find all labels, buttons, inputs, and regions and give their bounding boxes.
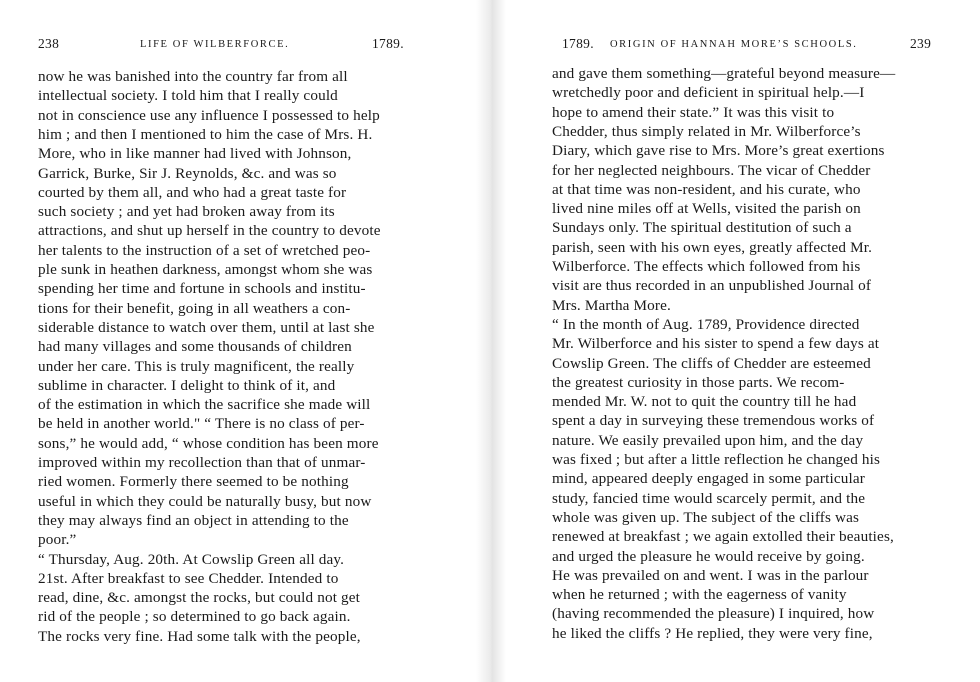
text-line: not in conscience use any influence I possessed to help [38,106,380,124]
right-running-title: ORIGIN OF HANNAH MORE’S SCHOOLS. [610,39,858,50]
text-line: ple sunk in heathen darkness, amongst whom she was [38,261,373,278]
text-line: poor.” [38,531,77,549]
text-line: was fixed ; but after a little reflection he changed his [552,451,881,468]
text-line: wretchedly poor and deficient in spiritual help.—I [552,84,865,102]
text-line: He was prevailed on and went. I was in the parlour [552,566,869,584]
text-line: Diary, which gave rise to Mrs. More’s great exertions [552,142,885,160]
text-line: such society ; and yet had broken away from its [38,203,335,221]
text-line: visit are thus recorded in an unpublished Journal of [552,277,872,295]
text-line: Mrs. Martha More. [552,296,671,314]
right-page-number: 239 [910,36,932,51]
text-line: and gave them something—grateful beyond measure— [552,65,896,82]
text-line: useful in which they could be naturally busy, but now [38,492,372,510]
text-line: intellectual society. I told him that I really could [38,87,338,105]
text-line: (having recommended the pleasure) I inquired, how [552,605,875,623]
text-line: read, dine, &c. amongst the rocks, but could not get [38,589,361,607]
text-line: attractions, and shut up herself in the country to devote [38,222,381,240]
text-line: nature. We easily prevailed upon him, and the day [552,431,864,449]
text-line: her talents to the instruction of a set of wretched peo- [38,241,371,259]
text-line: Sundays only. The spiritual destitution of such a [552,219,852,237]
text-line: “ In the month of Aug. 1789, Providence directed [552,315,860,333]
text-line: mended Mr. W. not to quit the country till he had [552,393,857,411]
text-line: “ Thursday, Aug. 20th. At Cowslip Green all day. [38,550,345,568]
right-page [490,0,980,682]
text-line: for her neglected neighbours. The vicar of Chedder [552,161,871,179]
text-line: whole was given up. The subject of the cliffs was [552,508,860,526]
text-line: Cowslip Green. The cliffs of Chedder are esteemed [552,354,871,372]
text-line: parish, seen with his own eyes, greatly affected Mr. [552,238,873,256]
text-line: him ; and then I mentioned to him the case of Mrs. H. [38,125,373,143]
text-line: at that time was non-resident, and his curate, who [552,180,861,198]
text-line: now he was banished into the country far from all [38,68,348,85]
text-line: sublime in character. I delight to think of it, and [38,376,336,394]
text-line: Wilberforce. The effects which followed from his [552,258,861,275]
text-line: rid of the people ; so determined to go back again. [38,608,351,626]
text-line: sons,” he would add, “ whose condition has been more [38,434,379,452]
text-line: he liked the cliffs ? He replied, they were very fine, [552,624,873,642]
text-line: hope to amend their state.” It was this visit to [552,103,835,121]
text-line: Chedder, thus simply related in Mr. Wilberforce’s [552,122,861,140]
right-header-year: 1789. [562,36,594,51]
left-running-title: LIFE OF WILBERFORCE. [140,39,290,50]
text-line: be held in another world." “ There is no class of per- [38,415,365,433]
text-line: and urged the pleasure he would receive by going. [552,547,865,565]
text-line: siderable distance to watch over them, until at last she [38,318,375,336]
text-line: renewed at breakfast ; we again extolled their beauties, [552,528,894,546]
text-line: when he returned ; with the eagerness of vanity [552,586,847,604]
text-line: had many villages and some thousands of children [38,338,352,356]
text-line: they may always find an object in attending to the [38,511,349,529]
text-line: lived nine miles off at Wells, visited the parish on [552,200,861,218]
left-page-number: 238 [38,36,60,51]
text-line: the greatest curiosity in those parts. We recom- [552,373,845,391]
text-line: More, who in like manner had lived with Johnson, [38,145,352,163]
text-line: study, fancied time would scarcely permit, and the [552,489,866,507]
text-line: courted by them all, and who had a great taste for [38,183,347,201]
text-line: tions for their benefit, going in all weathers a con- [38,299,351,317]
text-line: ried women. Formerly there seemed to be nothing [38,473,349,491]
text-line: of the estimation in which the sacrifice she made will [38,396,371,414]
text-line: mind, appeared deeply engaged in some particular [552,470,865,488]
text-line: Garrick, Burke, Sir J. Reynolds, &c. and was so [38,164,337,182]
text-line: Mr. Wilberforce and his sister to spend a few days at [552,335,880,353]
text-line: spent a day in surveying these tremendous works of [552,412,875,430]
left-header-year: 1789. [372,36,404,51]
text-line: The rocks very fine. Had some talk with the people, [38,627,361,645]
text-line: spending her time and fortune in schools and institu- [38,280,366,298]
text-line: improved within my recollection than that of unmar- [38,454,366,471]
text-line: under her care. This is truly magnificent, the really [38,357,355,375]
text-line: 21st. After breakfast to see Chedder. Intended to [38,569,339,587]
